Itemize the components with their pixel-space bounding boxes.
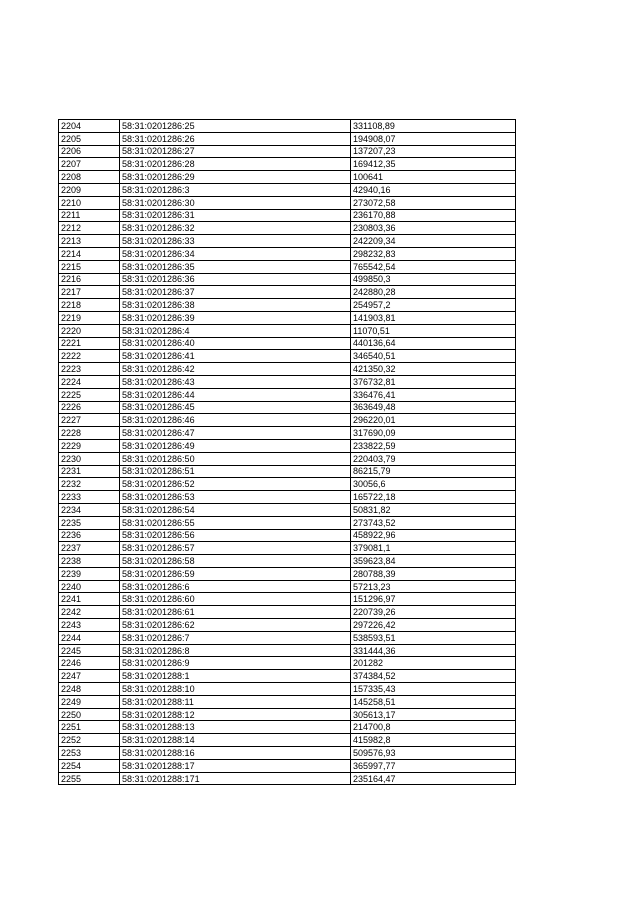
cadastral-number-cell: 58:31:0201286:54 bbox=[120, 503, 351, 516]
row-number-cell: 2227 bbox=[59, 414, 120, 427]
value-cell: 499850,3 bbox=[351, 273, 516, 286]
table-row bbox=[59, 593, 516, 606]
value-cell: 273072,58 bbox=[351, 196, 516, 209]
table-row bbox=[59, 747, 516, 760]
value-cell: 233822,59 bbox=[351, 439, 516, 452]
row-number-cell: 2228 bbox=[59, 427, 120, 440]
value-cell: 50831,82 bbox=[351, 503, 516, 516]
table-body bbox=[59, 120, 516, 785]
value-cell: 157335,43 bbox=[351, 683, 516, 696]
cadastral-number-cell: 58:31:0201286:4 bbox=[120, 324, 351, 337]
value-cell: 421350,32 bbox=[351, 363, 516, 376]
cadastral-number-cell: 58:31:0201288:16 bbox=[120, 747, 351, 760]
cadastral-number-cell: 58:31:0201286:9 bbox=[120, 657, 351, 670]
cadastral-number-cell: 58:31:0201288:11 bbox=[120, 695, 351, 708]
row-number-cell: 2238 bbox=[59, 555, 120, 568]
row-number-cell: 2235 bbox=[59, 516, 120, 529]
value-cell: 137207,23 bbox=[351, 145, 516, 158]
cadastral-number-cell: 58:31:0201288:1 bbox=[120, 670, 351, 683]
table-row bbox=[59, 708, 516, 721]
table-row bbox=[59, 388, 516, 401]
row-number-cell: 2240 bbox=[59, 580, 120, 593]
value-cell: 458922,96 bbox=[351, 529, 516, 542]
cadastral-number-cell: 58:31:0201286:46 bbox=[120, 414, 351, 427]
value-cell: 214700,8 bbox=[351, 721, 516, 734]
table-row bbox=[59, 299, 516, 312]
value-cell: 415982,8 bbox=[351, 734, 516, 747]
table-row bbox=[59, 619, 516, 632]
value-cell: 317690,09 bbox=[351, 427, 516, 440]
table-row bbox=[59, 145, 516, 158]
table-row bbox=[59, 196, 516, 209]
row-number-cell: 2209 bbox=[59, 183, 120, 196]
table-row bbox=[59, 337, 516, 350]
table-row bbox=[59, 759, 516, 772]
row-number-cell: 2216 bbox=[59, 273, 120, 286]
row-number-cell: 2215 bbox=[59, 260, 120, 273]
cadastral-number-cell: 58:31:0201286:31 bbox=[120, 209, 351, 222]
value-cell: 280788,39 bbox=[351, 567, 516, 580]
table-row bbox=[59, 273, 516, 286]
row-number-cell: 2233 bbox=[59, 491, 120, 504]
cadastral-number-cell: 58:31:0201286:32 bbox=[120, 222, 351, 235]
table-row bbox=[59, 478, 516, 491]
cadastral-number-cell: 58:31:0201286:28 bbox=[120, 158, 351, 171]
cadastral-number-cell: 58:31:0201286:30 bbox=[120, 196, 351, 209]
table-row bbox=[59, 222, 516, 235]
row-number-cell: 2206 bbox=[59, 145, 120, 158]
cadastral-number-cell: 58:31:0201286:25 bbox=[120, 120, 351, 133]
cadastral-number-cell: 58:31:0201286:3 bbox=[120, 183, 351, 196]
value-cell: 336476,41 bbox=[351, 388, 516, 401]
table-row bbox=[59, 695, 516, 708]
row-number-cell: 2217 bbox=[59, 286, 120, 299]
cadastral-number-cell: 58:31:0201286:8 bbox=[120, 644, 351, 657]
table-row bbox=[59, 427, 516, 440]
table-row bbox=[59, 555, 516, 568]
value-cell: 305613,17 bbox=[351, 708, 516, 721]
cadastral-number-cell: 58:31:0201288:12 bbox=[120, 708, 351, 721]
row-number-cell: 2226 bbox=[59, 401, 120, 414]
cadastral-number-cell: 58:31:0201286:6 bbox=[120, 580, 351, 593]
value-cell: 145258,51 bbox=[351, 695, 516, 708]
value-cell: 273743,52 bbox=[351, 516, 516, 529]
cadastral-number-cell: 58:31:0201286:42 bbox=[120, 363, 351, 376]
table-row bbox=[59, 772, 516, 785]
cadastral-number-cell: 58:31:0201286:52 bbox=[120, 478, 351, 491]
table-row bbox=[59, 631, 516, 644]
value-cell: 374384,52 bbox=[351, 670, 516, 683]
row-number-cell: 2244 bbox=[59, 631, 120, 644]
value-cell: 538593,51 bbox=[351, 631, 516, 644]
value-cell: 376732,81 bbox=[351, 375, 516, 388]
cadastral-number-cell: 58:31:0201286:61 bbox=[120, 606, 351, 619]
value-cell: 220403,79 bbox=[351, 452, 516, 465]
value-cell: 242880,28 bbox=[351, 286, 516, 299]
value-cell: 765542,54 bbox=[351, 260, 516, 273]
value-cell: 230803,36 bbox=[351, 222, 516, 235]
cadastral-number-cell: 58:31:0201286:41 bbox=[120, 350, 351, 363]
row-number-cell: 2207 bbox=[59, 158, 120, 171]
table-row bbox=[59, 542, 516, 555]
cadastral-number-cell: 58:31:0201286:7 bbox=[120, 631, 351, 644]
value-cell: 169412,35 bbox=[351, 158, 516, 171]
value-cell: 365997,77 bbox=[351, 759, 516, 772]
cadastral-number-cell: 58:31:0201288:14 bbox=[120, 734, 351, 747]
row-number-cell: 2241 bbox=[59, 593, 120, 606]
cadastral-number-cell: 58:31:0201288:17 bbox=[120, 759, 351, 772]
cadastral-number-cell: 58:31:0201286:43 bbox=[120, 375, 351, 388]
value-cell: 100641 bbox=[351, 171, 516, 184]
row-number-cell: 2236 bbox=[59, 529, 120, 542]
table-row bbox=[59, 606, 516, 619]
table-row bbox=[59, 516, 516, 529]
row-number-cell: 2218 bbox=[59, 299, 120, 312]
table-row bbox=[59, 375, 516, 388]
row-number-cell: 2252 bbox=[59, 734, 120, 747]
table-row bbox=[59, 721, 516, 734]
cadastral-number-cell: 58:31:0201286:55 bbox=[120, 516, 351, 529]
table-row bbox=[59, 491, 516, 504]
value-cell: 242209,34 bbox=[351, 235, 516, 248]
table-row bbox=[59, 132, 516, 145]
table-row bbox=[59, 567, 516, 580]
cadastral-number-cell: 58:31:0201286:29 bbox=[120, 171, 351, 184]
value-cell: 379081,1 bbox=[351, 542, 516, 555]
row-number-cell: 2221 bbox=[59, 337, 120, 350]
table-row bbox=[59, 286, 516, 299]
row-number-cell: 2249 bbox=[59, 695, 120, 708]
table-row bbox=[59, 670, 516, 683]
cadastral-number-cell: 58:31:0201286:45 bbox=[120, 401, 351, 414]
cadastral-number-cell: 58:31:0201286:51 bbox=[120, 465, 351, 478]
row-number-cell: 2214 bbox=[59, 247, 120, 260]
row-number-cell: 2231 bbox=[59, 465, 120, 478]
table-row bbox=[59, 439, 516, 452]
value-cell: 194908,07 bbox=[351, 132, 516, 145]
row-number-cell: 2254 bbox=[59, 759, 120, 772]
cadastral-number-cell: 58:31:0201286:50 bbox=[120, 452, 351, 465]
table-row bbox=[59, 644, 516, 657]
row-number-cell: 2211 bbox=[59, 209, 120, 222]
data-table bbox=[58, 119, 516, 785]
table-row bbox=[59, 683, 516, 696]
cadastral-number-cell: 58:31:0201286:26 bbox=[120, 132, 351, 145]
value-cell: 201282 bbox=[351, 657, 516, 670]
row-number-cell: 2232 bbox=[59, 478, 120, 491]
cadastral-number-cell: 58:31:0201286:57 bbox=[120, 542, 351, 555]
cadastral-number-cell: 58:31:0201286:62 bbox=[120, 619, 351, 632]
cadastral-number-cell: 58:31:0201286:35 bbox=[120, 260, 351, 273]
row-number-cell: 2250 bbox=[59, 708, 120, 721]
cadastral-number-cell: 58:31:0201286:39 bbox=[120, 311, 351, 324]
cadastral-number-cell: 58:31:0201286:33 bbox=[120, 235, 351, 248]
table-row bbox=[59, 414, 516, 427]
cadastral-number-cell: 58:31:0201288:171 bbox=[120, 772, 351, 785]
value-cell: 141903,81 bbox=[351, 311, 516, 324]
value-cell: 297226,42 bbox=[351, 619, 516, 632]
value-cell: 331108,89 bbox=[351, 120, 516, 133]
row-number-cell: 2251 bbox=[59, 721, 120, 734]
cadastral-number-cell: 58:31:0201288:10 bbox=[120, 683, 351, 696]
value-cell: 151296,97 bbox=[351, 593, 516, 606]
row-number-cell: 2222 bbox=[59, 350, 120, 363]
table-row bbox=[59, 120, 516, 133]
table-row bbox=[59, 363, 516, 376]
row-number-cell: 2255 bbox=[59, 772, 120, 785]
table-row bbox=[59, 657, 516, 670]
row-number-cell: 2208 bbox=[59, 171, 120, 184]
row-number-cell: 2219 bbox=[59, 311, 120, 324]
value-cell: 359623,84 bbox=[351, 555, 516, 568]
table-row bbox=[59, 401, 516, 414]
table-row bbox=[59, 503, 516, 516]
cadastral-number-cell: 58:31:0201286:40 bbox=[120, 337, 351, 350]
row-number-cell: 2248 bbox=[59, 683, 120, 696]
value-cell: 86215,79 bbox=[351, 465, 516, 478]
cadastral-number-cell: 58:31:0201286:56 bbox=[120, 529, 351, 542]
row-number-cell: 2204 bbox=[59, 120, 120, 133]
row-number-cell: 2247 bbox=[59, 670, 120, 683]
table-row bbox=[59, 247, 516, 260]
table-row bbox=[59, 324, 516, 337]
cadastral-number-cell: 58:31:0201286:37 bbox=[120, 286, 351, 299]
row-number-cell: 2212 bbox=[59, 222, 120, 235]
row-number-cell: 2205 bbox=[59, 132, 120, 145]
table-row bbox=[59, 529, 516, 542]
row-number-cell: 2229 bbox=[59, 439, 120, 452]
cadastral-number-cell: 58:31:0201286:44 bbox=[120, 388, 351, 401]
value-cell: 220739,26 bbox=[351, 606, 516, 619]
row-number-cell: 2239 bbox=[59, 567, 120, 580]
cadastral-number-cell: 58:31:0201286:53 bbox=[120, 491, 351, 504]
row-number-cell: 2237 bbox=[59, 542, 120, 555]
value-cell: 509576,93 bbox=[351, 747, 516, 760]
value-cell: 298232,83 bbox=[351, 247, 516, 260]
row-number-cell: 2253 bbox=[59, 747, 120, 760]
table-row bbox=[59, 580, 516, 593]
cadastral-number-cell: 58:31:0201286:59 bbox=[120, 567, 351, 580]
value-cell: 254957,2 bbox=[351, 299, 516, 312]
table-row bbox=[59, 183, 516, 196]
row-number-cell: 2245 bbox=[59, 644, 120, 657]
table-row bbox=[59, 209, 516, 222]
cadastral-number-cell: 58:31:0201286:36 bbox=[120, 273, 351, 286]
cadastral-number-cell: 58:31:0201286:47 bbox=[120, 427, 351, 440]
row-number-cell: 2213 bbox=[59, 235, 120, 248]
value-cell: 57213,23 bbox=[351, 580, 516, 593]
table-row bbox=[59, 158, 516, 171]
table-row bbox=[59, 452, 516, 465]
table-row bbox=[59, 734, 516, 747]
cadastral-number-cell: 58:31:0201286:34 bbox=[120, 247, 351, 260]
value-cell: 165722,18 bbox=[351, 491, 516, 504]
cadastral-number-cell: 58:31:0201286:38 bbox=[120, 299, 351, 312]
value-cell: 296220,01 bbox=[351, 414, 516, 427]
table-row bbox=[59, 350, 516, 363]
cadastral-number-cell: 58:31:0201286:58 bbox=[120, 555, 351, 568]
row-number-cell: 2220 bbox=[59, 324, 120, 337]
value-cell: 331444,36 bbox=[351, 644, 516, 657]
table-row bbox=[59, 465, 516, 478]
table-row bbox=[59, 171, 516, 184]
value-cell: 30056,6 bbox=[351, 478, 516, 491]
value-cell: 363649,48 bbox=[351, 401, 516, 414]
value-cell: 11070,51 bbox=[351, 324, 516, 337]
row-number-cell: 2242 bbox=[59, 606, 120, 619]
row-number-cell: 2224 bbox=[59, 375, 120, 388]
cadastral-number-cell: 58:31:0201286:49 bbox=[120, 439, 351, 452]
row-number-cell: 2210 bbox=[59, 196, 120, 209]
row-number-cell: 2243 bbox=[59, 619, 120, 632]
value-cell: 235164,47 bbox=[351, 772, 516, 785]
row-number-cell: 2230 bbox=[59, 452, 120, 465]
row-number-cell: 2225 bbox=[59, 388, 120, 401]
value-cell: 440136,64 bbox=[351, 337, 516, 350]
value-cell: 42940,16 bbox=[351, 183, 516, 196]
row-number-cell: 2223 bbox=[59, 363, 120, 376]
table-row bbox=[59, 235, 516, 248]
cadastral-number-cell: 58:31:0201286:60 bbox=[120, 593, 351, 606]
row-number-cell: 2246 bbox=[59, 657, 120, 670]
cadastral-number-cell: 58:31:0201286:27 bbox=[120, 145, 351, 158]
row-number-cell: 2234 bbox=[59, 503, 120, 516]
table-row bbox=[59, 260, 516, 273]
value-cell: 346540,51 bbox=[351, 350, 516, 363]
value-cell: 236170,88 bbox=[351, 209, 516, 222]
cadastral-number-cell: 58:31:0201288:13 bbox=[120, 721, 351, 734]
table-row bbox=[59, 311, 516, 324]
